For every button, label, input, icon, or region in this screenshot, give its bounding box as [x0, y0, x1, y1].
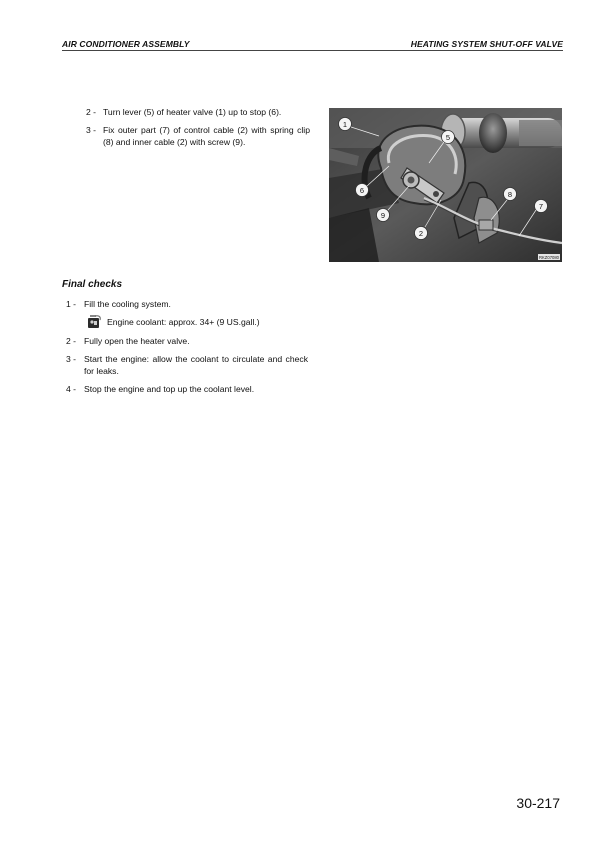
check-number: 2 -: [66, 336, 77, 346]
section-title: Final checks: [62, 279, 123, 290]
step-text: Fix outer part (7) of control cable (2) with spring clip (8) and inner cable (2) with screw (9).: [103, 125, 310, 147]
callout-label: 9: [380, 210, 386, 220]
callout-label: 5: [445, 132, 451, 142]
check-text: Start the engine: allow the coolant to circulate and check for leaks.: [84, 354, 308, 376]
heater-valve-photo: [329, 108, 562, 262]
check-number: 4 -: [66, 384, 77, 394]
check-number: 1 -: [66, 299, 77, 309]
callout-label: 6: [359, 185, 365, 195]
check-text: Stop the engine and top up the coolant level.: [84, 384, 255, 394]
check-item: [66, 335, 308, 347]
check-item: [66, 353, 308, 377]
spec-text: Engine coolant: approx. 34+ (9 US.gall.): [107, 317, 260, 327]
callout-label: 2: [418, 228, 424, 238]
check-text: Fill the cooling system.: [84, 299, 171, 309]
final-checks-list: [66, 298, 308, 401]
step-number: 2 -: [86, 107, 97, 117]
step-number: 3 -: [86, 125, 97, 135]
callout-label: 8: [507, 189, 513, 199]
callout-label: 1: [342, 119, 348, 129]
check-text: Fully open the heater valve.: [84, 336, 190, 346]
header-section-title: AIR CONDITIONER ASSEMBLY: [62, 39, 190, 49]
header-topic-title: HEATING SYSTEM SHUT-OFF VALVE: [410, 39, 563, 49]
header-rule: [62, 50, 563, 51]
figure-ref: RKZ07080: [538, 255, 560, 260]
check-number: 3 -: [66, 354, 77, 364]
page-number: 30-217: [516, 795, 560, 811]
coolant-can-icon: [86, 314, 102, 329]
step-text: Turn lever (5) of heater valve (1) up to stop (6).: [103, 107, 282, 117]
step-item: [86, 106, 310, 118]
check-item: [66, 383, 308, 395]
check-item: [66, 298, 308, 310]
step-item: [86, 124, 310, 148]
procedure-steps: [86, 106, 310, 154]
coolant-spec: [86, 314, 308, 329]
callout-label: 7: [538, 201, 544, 211]
